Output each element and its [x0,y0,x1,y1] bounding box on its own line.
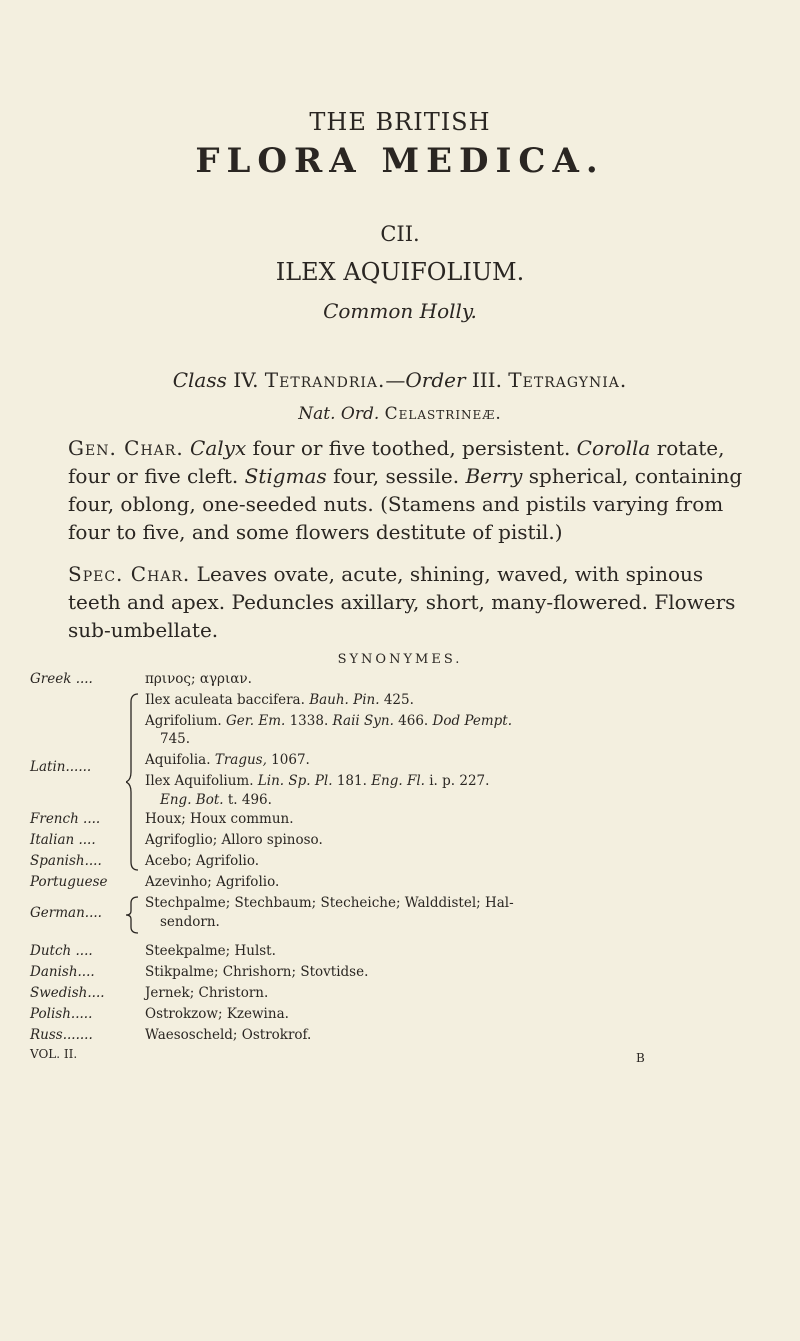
class-value: IV. [233,368,259,392]
lang-german: German.... [30,905,102,921]
synonymes-heading: SYNONYMES. [337,652,463,667]
plant-latin-name: ILEX AQUIFOLIUM. [275,258,525,286]
gen-char-label: Gen. Char. [68,436,184,460]
latin-synonym-5: Eng. Bot. t. 496. [160,792,272,808]
spanish-synonyms: Acebo; Agrifolio. [145,853,260,869]
generic-character [68,434,758,546]
russ-synonyms: Waesoscheld; Ostrokrof. [145,1027,312,1043]
german-synonyms-2: sendorn. [160,914,220,930]
latin-synonym-3: Aquifolia. Tragus, 1067. [145,752,310,768]
classification-line: Class IV. Tetrandria.—Order III. Tetragynia. [172,368,628,392]
danish-synonyms: Stikpalme; Chrishorn; Stovtidse. [145,964,369,980]
latin-synonym-2: Agrifolium. Ger. Em. 1338. Raii Syn. 466. Dod Pempt. [145,713,513,729]
order-value: III. [471,368,502,392]
german-brace [126,895,140,935]
german-synonyms-1: Stechpalme; Stechbaum; Stecheiche; Walddistel; Hal- [145,895,514,911]
class-name: Tetrandria. [264,368,386,392]
berry-text: spherical, containing four, oblong, one-seeded nuts. (Stamens and pistils varying from four to five, and some flowers destitute of pistil.) [68,464,743,544]
polish-synonyms: Ostrokzow; Kzewina. [145,1006,289,1022]
nat-ord-value: Celastrineæ. [384,404,502,424]
lang-swedish: Swedish.... [30,985,105,1001]
latin-brace [126,692,140,872]
lang-latin: Latin...... [30,759,92,775]
lang-italian: Italian .... [30,832,96,848]
order-name: Tetragynia. [508,368,628,392]
lang-russ: Russ....... [30,1027,93,1043]
plant-common-name: Common Holly. [323,299,477,323]
latin-synonym-2-cont: 745. [160,731,191,747]
header-line1: THE BRITISH [309,108,491,136]
berry-term: Berry [465,464,523,488]
spec-char-text: Leaves ovate, acute, shining, waved, with spinous teeth and apex. Peduncles axillary, short, many-flowered. Flowers sub-umbellate. [68,562,736,642]
specific-character [68,560,758,644]
lang-polish: Polish..... [30,1006,93,1022]
signature-mark: B [636,1051,645,1065]
natural-order-line [0,404,800,424]
volume-number: VOL. II. [30,1047,78,1061]
header-title: FLORA MEDICA. [195,141,605,181]
calyx-text: four or five toothed, persistent. [252,436,571,460]
order-label: Order [405,368,466,392]
lang-french: French .... [30,811,101,827]
lang-danish: Danish.... [30,964,95,980]
dutch-synonyms: Steekpalme; Hulst. [145,943,276,959]
stigmas-term: Stigmas [244,464,327,488]
nat-ord-label: Nat. Ord. [298,404,380,424]
class-label: Class [172,368,227,392]
lang-portuguese: Portuguese [30,874,108,890]
plant-number: CII. [380,222,420,246]
french-synonyms: Houx; Houx commun. [145,811,294,827]
latin-synonym-4: Ilex Aquifolium. Lin. Sp. Pl. 181. Eng. Fl. i. p. 227. [145,773,490,789]
swedish-synonyms: Jernek; Christorn. [145,985,269,1001]
latin-synonym-1: Ilex aculeata baccifera. Bauh. Pin. 425. [145,692,414,708]
lang-greek: Greek .... [30,671,93,687]
spec-char-label: Spec. Char. [68,562,191,586]
corolla-text: rotate, four or five cleft. [68,436,725,488]
corolla-term: Corolla [576,436,651,460]
lang-spanish: Spanish.... [30,853,102,869]
lang-dutch: Dutch .... [30,943,93,959]
stigmas-text: four, sessile. [333,464,460,488]
italian-synonyms: Agrifoglio; Alloro spinoso. [145,832,323,848]
greek-synonyms: πρινος; αγριαν. [145,671,252,687]
calyx-term: Calyx [190,436,247,460]
portuguese-synonyms: Azevinho; Agrifolio. [145,874,280,890]
